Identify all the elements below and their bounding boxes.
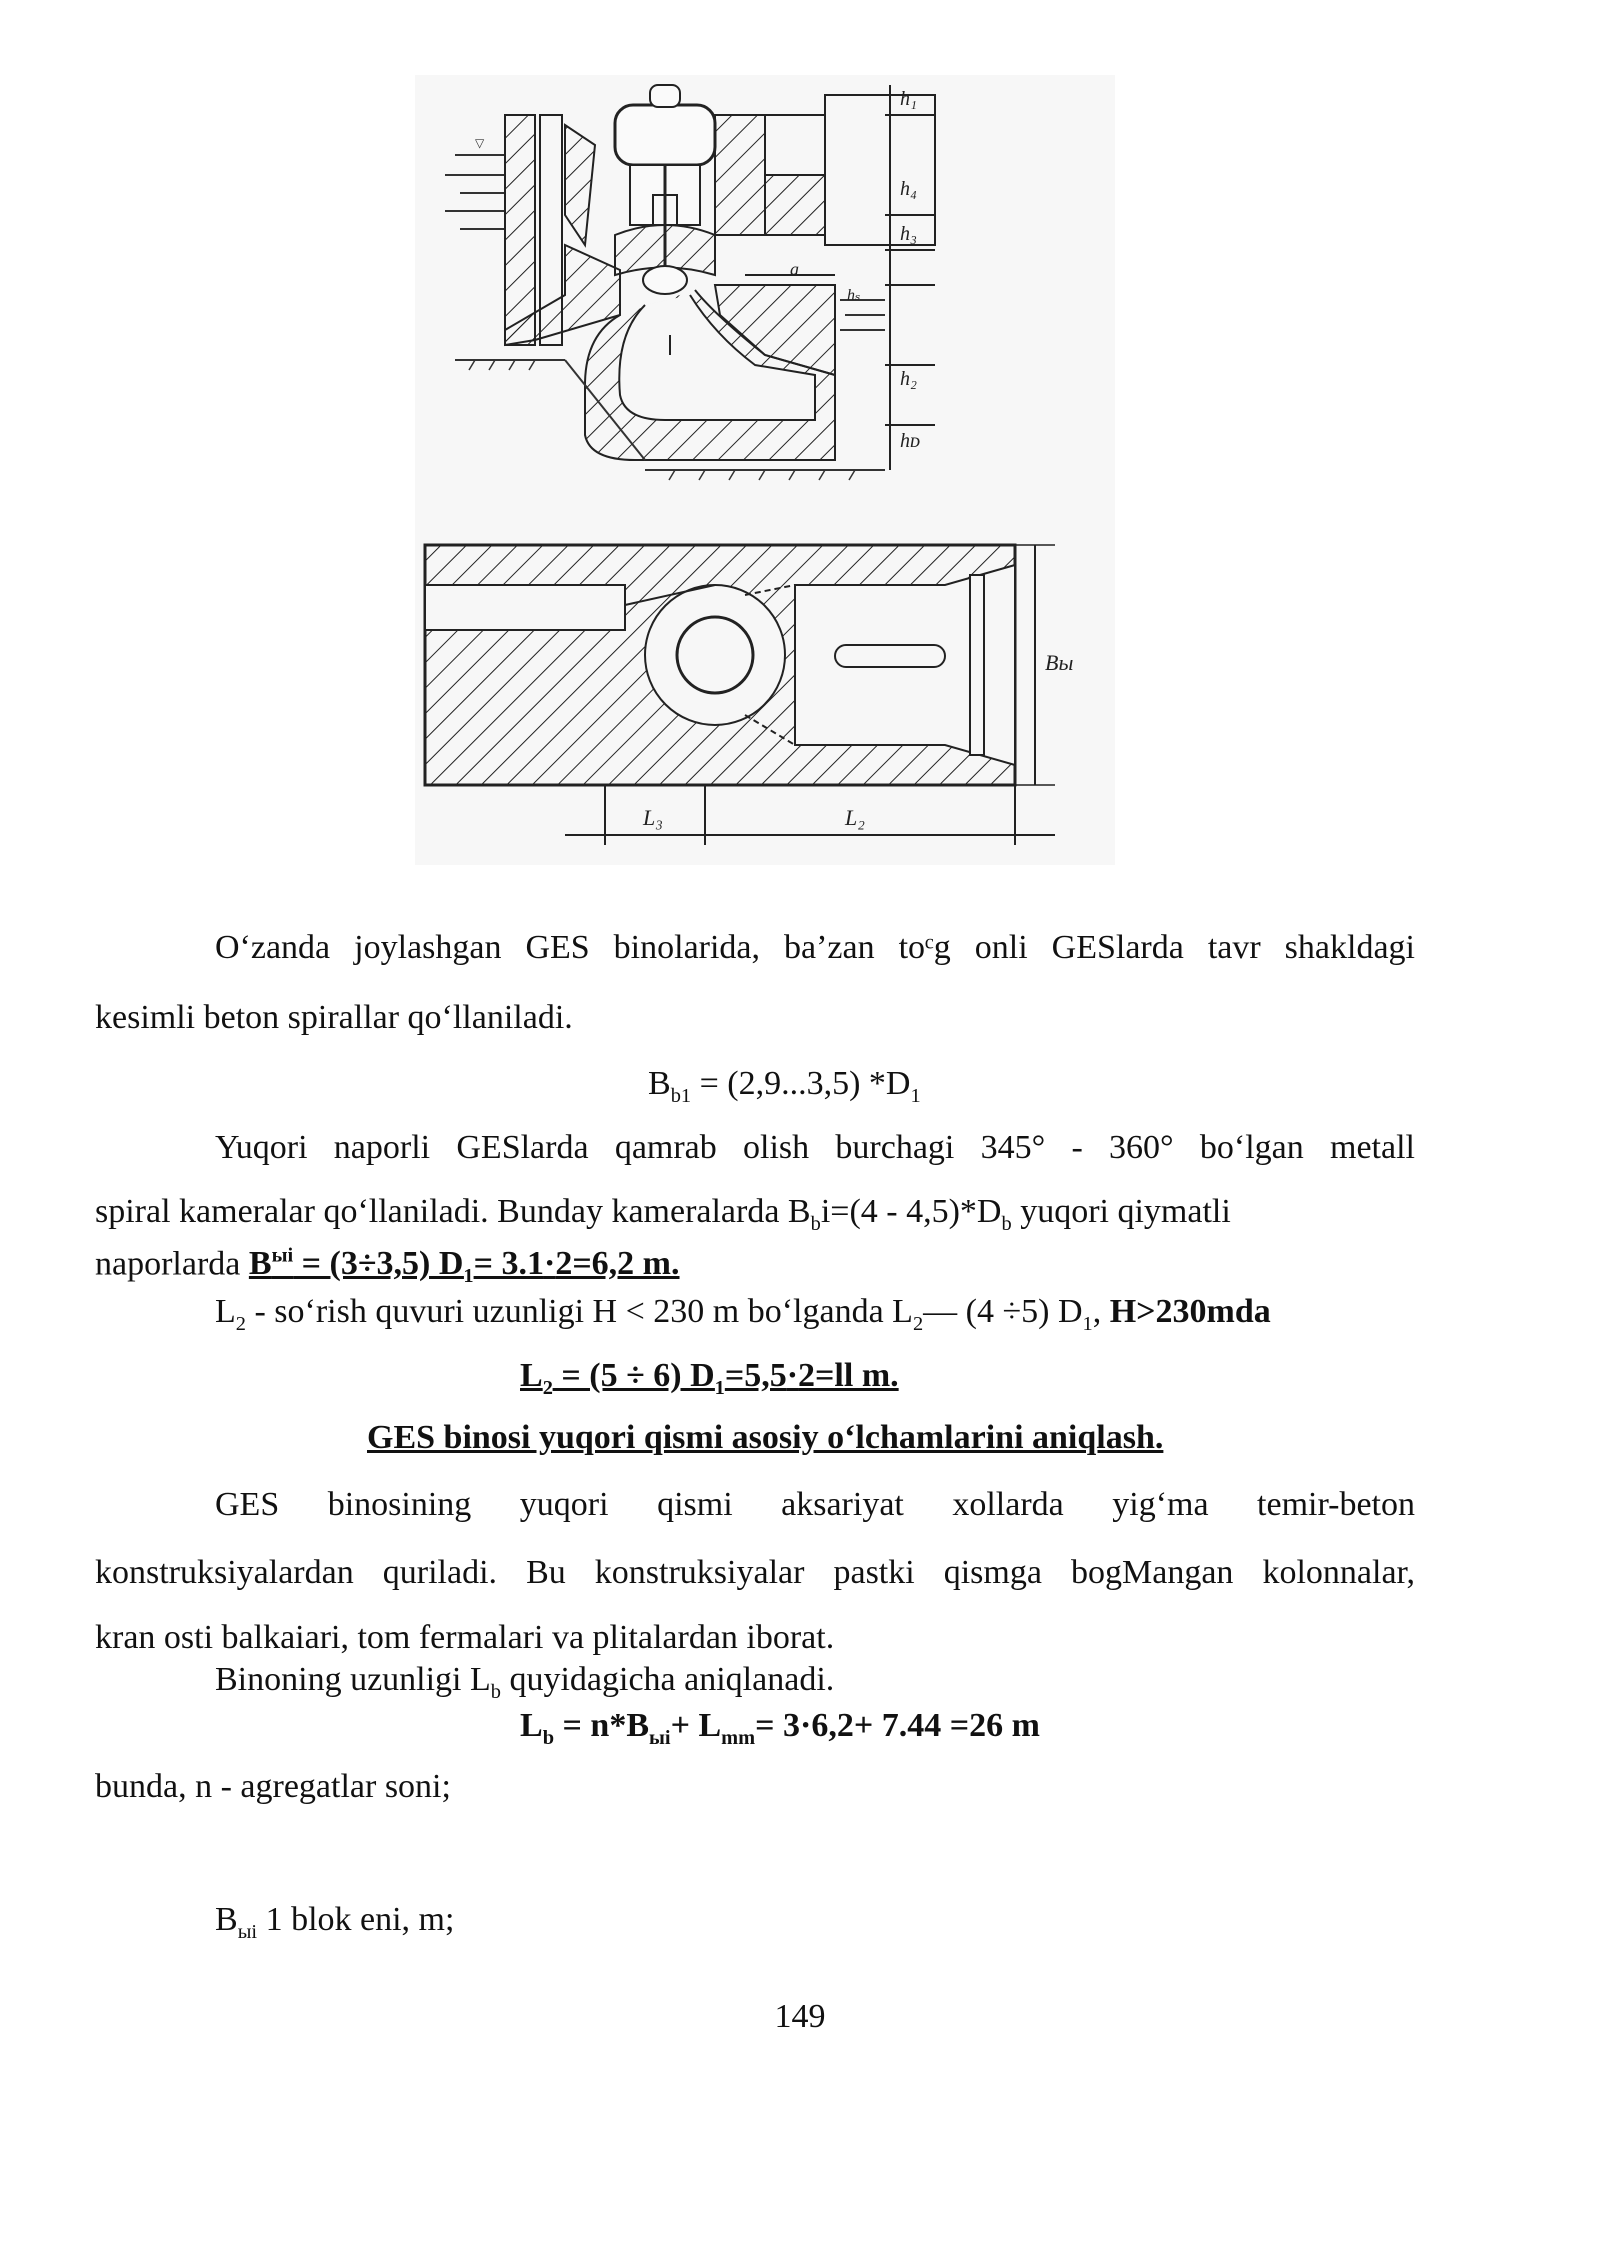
formula-l2: $L_2 = (5 \div 6)$ $D_1=5,5\cdot 2=ll$ m. (520, 1357, 899, 1399)
label-a: a (790, 259, 799, 279)
paragraph-3-line-2: konstruksiyalardan quriladi. Bu konstruksiyalar pastki qismga bogMangan kolonnalar, (95, 1554, 1415, 1591)
paragraph-2-line-2: spiral kameralar qo‘llaniladi. Bunday kameralarda $B_bi=(4 - 4,5)*D_b$ yuqori qiymatli (95, 1193, 1231, 1235)
drawing-svg (415, 75, 1115, 865)
label-h3: h₃ (900, 223, 917, 245)
paragraph-3-line-3: kran osti balkaiari, tom fermalari va plitalardan iborat. (95, 1619, 835, 1656)
label-hs: hₛ (847, 287, 861, 304)
svg-text:▽: ▽ (475, 136, 485, 150)
label-h1: h₁ (900, 88, 917, 110)
paragraph-3-line-1: GES binosining yuqori qismi aksariyat xollarda yig‘ma temir-beton (215, 1486, 1415, 1523)
section-heading: GES binosi yuqori qismi asosiy o‘lchamlarini aniqlash. (367, 1419, 1164, 1456)
label-h4: h₄ (900, 178, 917, 200)
ges-technical-drawing (415, 75, 1115, 865)
formula-lb: $L_b = n*B_{ыі}+ L_{mm}= 3\cdot 6,2+ 7.44 =26$ m (520, 1707, 1040, 1749)
paragraph-1-line-1: O‘zanda joylashgan GES binolarida, ba’zan toᶜg onli GESlarda tavr shakldagi (215, 929, 1415, 966)
bbl-definition-line: $B_{ыі}$ 1 blok eni, m; (215, 1901, 455, 1943)
label-bbl: Bы (1045, 650, 1074, 675)
page-number: 149 (774, 1998, 826, 2035)
formula-bb1: $B_{b1} = (2,9...3,5)$ $*D_1$ (648, 1065, 921, 1107)
paragraph-2-line-1: Yuqori naporli GESlarda qamrab olish burchagi 345° - 360° bo‘lgan metall (215, 1129, 1415, 1166)
label-hd: hᴅ (900, 430, 921, 452)
label-l2: L₂ (845, 805, 865, 830)
bunda-line: bunda, n - agregatlar soni; (95, 1768, 451, 1805)
l2-definition-line: $L_2$ - so‘rish quvuri uzunligi H < 230 m bo‘lganda $L_2—$ (4 ÷5) $D_1$, H>230mda (215, 1293, 1271, 1335)
paragraph-1-line-2: kesimli beton spirallar qo‘llaniladi. (95, 999, 573, 1036)
label-l3: L₃ (643, 805, 663, 830)
label-h2: h₂ (900, 368, 917, 390)
paragraph-4: Binoning uzunligi $L_b$ quyidagicha aniqlanadi. (215, 1661, 835, 1703)
paragraph-2-line-3: naporlarda $B^{ыі} = (3\div 3,5)$ $D_1= 3.1\cdot 2=6,2$ m. (95, 1245, 680, 1288)
